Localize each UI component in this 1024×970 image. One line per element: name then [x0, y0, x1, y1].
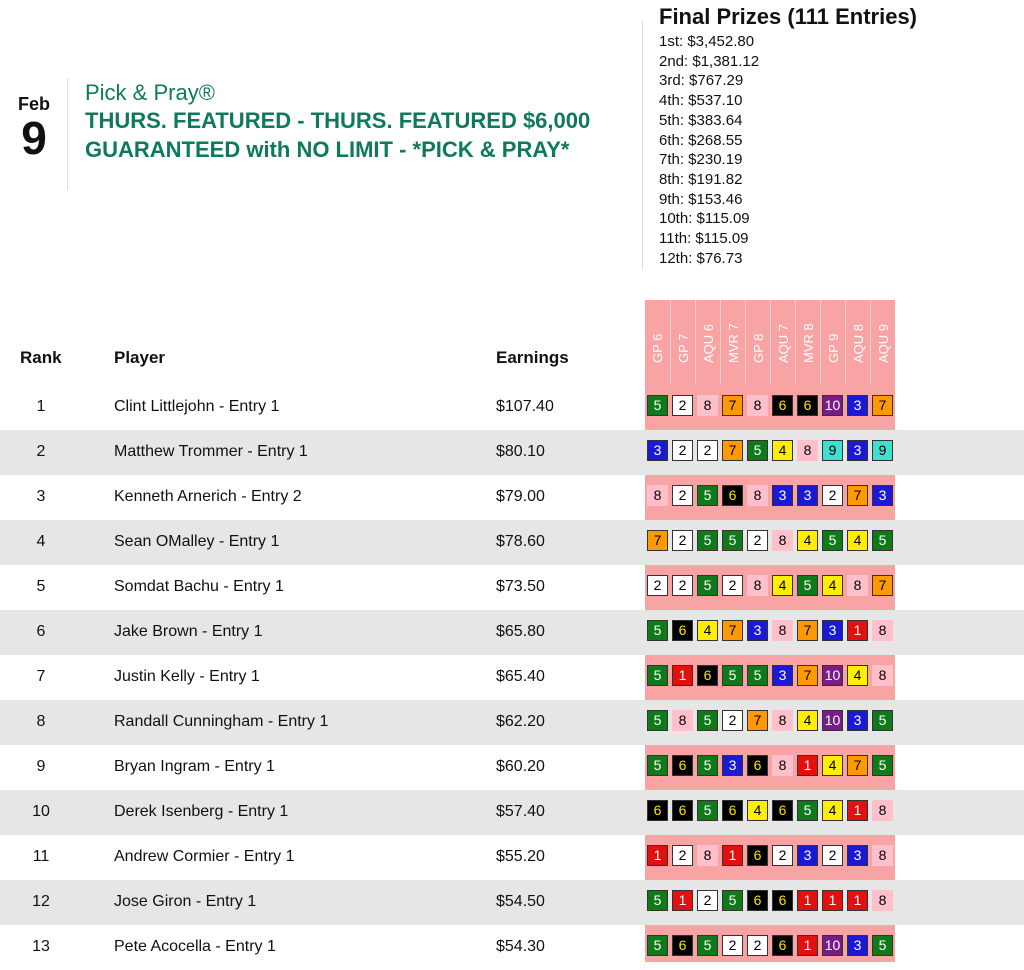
pick-badge: 2	[697, 890, 718, 911]
table-row[interactable]	[0, 880, 1024, 925]
player-name: Matthew Trommer - Entry 1	[114, 443, 308, 460]
pick-badge: 1	[797, 755, 818, 776]
pick-badge: 5	[697, 800, 718, 821]
divider	[642, 20, 643, 270]
pick-badge: 1	[847, 800, 868, 821]
pick-badge: 5	[822, 530, 843, 551]
player-name: Justin Kelly - Entry 1	[114, 668, 260, 685]
pick-badge: 5	[697, 710, 718, 731]
leaderboard-rows	[0, 385, 1024, 970]
pick-badge: 7	[747, 710, 768, 731]
pick-badge: 6	[747, 845, 768, 866]
pick-badge: 8	[772, 620, 793, 641]
pick-badge: 8	[872, 665, 893, 686]
race-header	[695, 300, 721, 384]
pick-badge: 9	[822, 440, 843, 461]
rank-cell: 10	[32, 803, 50, 820]
rank-cell: 1	[36, 398, 46, 415]
pick-badge: 5	[647, 755, 668, 776]
prizes-list	[659, 32, 917, 268]
table-row[interactable]	[0, 520, 1024, 565]
player-name: Pete Acocella - Entry 1	[114, 938, 276, 955]
table-row[interactable]	[0, 790, 1024, 835]
divider	[67, 78, 68, 190]
contest-info	[85, 80, 625, 164]
pick-badge: 5	[872, 710, 893, 731]
table-row[interactable]	[0, 610, 1024, 655]
race-header	[645, 300, 670, 384]
race-header	[870, 300, 896, 384]
pick-badge: 5	[722, 665, 743, 686]
pick-badge: 5	[697, 935, 718, 956]
pick-badge: 10	[822, 935, 843, 956]
player-name: Derek Isenberg - Entry 1	[114, 803, 289, 820]
pick-badge: 1	[847, 890, 868, 911]
prize-item: 12th: $76.73	[659, 249, 743, 267]
earnings-cell: $54.50	[496, 893, 545, 910]
prize-item: 8th: $191.82	[659, 170, 743, 188]
prizes-title: Final Prizes (111 Entries)	[659, 4, 918, 29]
player-name: Clint Littlejohn - Entry 1	[114, 398, 280, 415]
rank-cell: 3	[36, 488, 46, 505]
earnings-cell: $55.20	[496, 848, 545, 865]
pick-badge: 5	[647, 890, 668, 911]
race-header-label: GP 6	[649, 333, 665, 363]
pick-badge: 4	[847, 530, 868, 551]
pick-badge: 7	[847, 485, 868, 506]
pick-badge: 7	[722, 620, 743, 641]
pick-badge: 4	[747, 800, 768, 821]
pick-badge: 5	[797, 800, 818, 821]
pick-badge: 10	[822, 665, 843, 686]
pick-badge: 4	[697, 620, 718, 641]
pick-badge: 8	[772, 710, 793, 731]
earnings-cell: $62.20	[496, 713, 545, 730]
pick-badge: 2	[722, 575, 743, 596]
contest-date	[14, 94, 54, 162]
race-header-label: AQU 7	[775, 323, 791, 363]
contest-title: THURS. FEATURED - THURS. FEATURED $6,000 GUARANTEED with NO LIMIT - *PICK & PRAY*	[85, 108, 591, 162]
pick-badge: 2	[672, 485, 693, 506]
race-header-label: GP 9	[825, 333, 841, 363]
pick-badge: 9	[872, 440, 893, 461]
pick-badge: 2	[672, 575, 693, 596]
pick-badge: 8	[747, 395, 768, 416]
prize-item: 10th: $115.09	[659, 210, 750, 228]
pick-badge: 8	[872, 845, 893, 866]
pick-badge: 5	[747, 665, 768, 686]
pick-badge: 5	[872, 935, 893, 956]
pick-badge: 8	[747, 575, 768, 596]
pick-badge: 6	[672, 620, 693, 641]
race-header	[745, 300, 771, 384]
pick-badge: 5	[647, 620, 668, 641]
pick-badge: 3	[847, 395, 868, 416]
pick-badge: 5	[722, 890, 743, 911]
pick-badge: 7	[722, 395, 743, 416]
pick-badge: 8	[797, 440, 818, 461]
pick-badge: 4	[847, 665, 868, 686]
pick-badge: 6	[747, 755, 768, 776]
pick-badge: 5	[747, 440, 768, 461]
pick-badge: 3	[847, 440, 868, 461]
pick-badge: 8	[697, 395, 718, 416]
pick-badge: 1	[647, 845, 668, 866]
earnings-cell: $73.50	[496, 578, 545, 595]
pick-badge: 2	[697, 440, 718, 461]
player-name: Randall Cunningham - Entry 1	[114, 713, 329, 730]
table-row[interactable]	[0, 700, 1024, 745]
race-header	[670, 300, 696, 384]
earnings-cell: $54.30	[496, 938, 545, 955]
earnings-cell: $65.80	[496, 623, 545, 640]
earnings-cell: $78.60	[496, 533, 545, 550]
table-row[interactable]	[0, 655, 1024, 700]
pick-badge: 7	[797, 665, 818, 686]
race-header-label: GP 7	[675, 333, 691, 363]
pick-badge: 5	[797, 575, 818, 596]
pick-badge: 8	[772, 530, 793, 551]
final-prizes	[659, 4, 917, 268]
earnings-cell: $80.10	[496, 443, 545, 460]
pick-badge: 5	[697, 485, 718, 506]
pick-badge: 2	[722, 710, 743, 731]
pick-badge: 7	[797, 620, 818, 641]
earnings-cell: $79.00	[496, 488, 545, 505]
table-row[interactable]	[0, 745, 1024, 790]
race-header-label: MVR 8	[800, 323, 816, 363]
rank-header: Rank	[20, 348, 62, 367]
prize-item: 9th: $153.46	[659, 190, 743, 208]
pick-badge: 3	[847, 710, 868, 731]
pick-badge: 7	[872, 575, 893, 596]
pick-badge: 3	[772, 665, 793, 686]
prize-item: 3rd: $767.29	[659, 72, 744, 90]
pick-badge: 3	[722, 755, 743, 776]
pick-badge: 1	[822, 890, 843, 911]
pick-badge: 8	[872, 620, 893, 641]
earnings-cell: $60.20	[496, 758, 545, 775]
pick-badge: 8	[672, 710, 693, 731]
pick-badge: 6	[697, 665, 718, 686]
pick-badge: 8	[697, 845, 718, 866]
rank-cell: 7	[36, 668, 46, 685]
player-name: Jose Giron - Entry 1	[114, 893, 257, 910]
pick-badge: 6	[672, 935, 693, 956]
rank-cell: 8	[36, 713, 46, 730]
pick-badge: 2	[672, 530, 693, 551]
pick-badge: 4	[797, 530, 818, 551]
pick-badge: 6	[797, 395, 818, 416]
pick-badge: 4	[797, 710, 818, 731]
date-month: Feb	[17, 94, 50, 114]
pick-badge: 2	[747, 530, 768, 551]
pick-badge: 8	[747, 485, 768, 506]
pick-badge: 5	[722, 530, 743, 551]
prize-item: 2nd: $1,381.12	[659, 52, 760, 70]
pick-badge: 6	[747, 890, 768, 911]
pick-badge: 5	[872, 530, 893, 551]
pick-badge: 8	[772, 755, 793, 776]
player-name: Kenneth Arnerich - Entry 2	[114, 488, 302, 505]
pick-badge: 3	[822, 620, 843, 641]
pick-badge: 2	[822, 845, 843, 866]
rank-cell: 12	[32, 893, 50, 910]
table-row[interactable]	[0, 385, 1024, 430]
pick-badge: 7	[722, 440, 743, 461]
pick-badge: 6	[772, 800, 793, 821]
pick-badge: 4	[772, 440, 793, 461]
pick-badge: 3	[847, 845, 868, 866]
race-header-label: AQU 8	[850, 323, 866, 363]
contest-brand: Pick & Pray®	[85, 80, 215, 105]
pick-badge: 8	[647, 485, 668, 506]
earnings-header: Earnings	[496, 348, 569, 367]
pick-badge: 5	[647, 665, 668, 686]
rank-cell: 6	[36, 623, 46, 640]
pick-badge: 2	[722, 935, 743, 956]
player-name: Bryan Ingram - Entry 1	[114, 758, 275, 775]
pick-badge: 1	[672, 890, 693, 911]
pick-badge: 2	[647, 575, 668, 596]
pick-badge: 6	[722, 800, 743, 821]
pick-badge: 6	[772, 395, 793, 416]
pick-badge: 2	[672, 845, 693, 866]
pick-badge: 6	[672, 800, 693, 821]
pick-badge: 3	[797, 845, 818, 866]
earnings-cell: $57.40	[496, 803, 545, 820]
pick-badge: 5	[697, 530, 718, 551]
pick-badge: 5	[697, 575, 718, 596]
pick-badge: 6	[647, 800, 668, 821]
rank-cell: 11	[32, 848, 50, 865]
pick-badge: 8	[872, 800, 893, 821]
prize-item: 1st: $3,452.80	[659, 33, 755, 50]
pick-badge: 5	[647, 395, 668, 416]
pick-badge: 5	[872, 755, 893, 776]
pick-badge: 10	[822, 710, 843, 731]
pick-badge: 6	[672, 755, 693, 776]
pick-badge: 6	[722, 485, 743, 506]
date-day: 9	[21, 112, 47, 164]
pick-badge: 8	[847, 575, 868, 596]
race-header-label: MVR 7	[725, 323, 741, 363]
prize-item: 4th: $537.10	[659, 92, 743, 110]
earnings-cell: $107.40	[496, 398, 554, 415]
pick-badge: 7	[872, 395, 893, 416]
race-header	[720, 300, 746, 384]
rank-cell: 2	[36, 443, 46, 460]
pick-badge: 1	[797, 890, 818, 911]
pick-badge: 3	[747, 620, 768, 641]
table-row[interactable]	[0, 565, 1024, 610]
prize-item: 7th: $230.19	[659, 151, 743, 169]
pick-badge: 7	[847, 755, 868, 776]
pick-badge: 3	[772, 485, 793, 506]
pick-badge: 4	[772, 575, 793, 596]
player-name: Jake Brown - Entry 1	[114, 623, 263, 640]
pick-badge: 1	[672, 665, 693, 686]
pick-badge: 8	[872, 890, 893, 911]
pick-badge: 6	[772, 935, 793, 956]
pick-badge: 1	[722, 845, 743, 866]
race-header-label: AQU 6	[700, 323, 716, 363]
player-name: Sean OMalley - Entry 1	[114, 533, 280, 550]
rank-cell: 13	[32, 938, 50, 955]
pick-badge: 6	[772, 890, 793, 911]
pick-badge: 2	[672, 395, 693, 416]
table-row[interactable]	[0, 430, 1024, 475]
pick-badge: 3	[797, 485, 818, 506]
prize-item: 11th: $115.09	[659, 230, 749, 248]
pick-badge: 5	[647, 710, 668, 731]
pick-badge: 4	[822, 575, 843, 596]
pick-badge: 2	[672, 440, 693, 461]
rank-cell: 9	[36, 758, 46, 775]
player-name: Somdat Bachu - Entry 1	[114, 578, 284, 595]
pick-badge: 1	[847, 620, 868, 641]
race-header-label: AQU 9	[875, 323, 891, 363]
pick-badge: 2	[772, 845, 793, 866]
table-row[interactable]	[0, 925, 1024, 970]
race-header	[770, 300, 796, 384]
pick-badge: 3	[872, 485, 893, 506]
pick-badge: 3	[847, 935, 868, 956]
table-row[interactable]	[0, 475, 1024, 520]
earnings-cell: $65.40	[496, 668, 545, 685]
pick-badge: 4	[822, 755, 843, 776]
race-header	[845, 300, 871, 384]
rank-cell: 5	[36, 578, 46, 595]
race-headers	[645, 300, 895, 384]
pick-badge: 5	[647, 935, 668, 956]
pick-badge: 2	[747, 935, 768, 956]
race-header	[820, 300, 846, 384]
pick-badge: 1	[797, 935, 818, 956]
table-row[interactable]	[0, 835, 1024, 880]
pick-badge: 5	[697, 755, 718, 776]
rank-cell: 4	[36, 533, 46, 550]
prize-item: 6th: $268.55	[659, 131, 743, 149]
player-header: Player	[114, 348, 166, 367]
player-name: Andrew Cormier - Entry 1	[114, 848, 295, 865]
prize-item: 5th: $383.64	[659, 111, 743, 129]
race-header-label: GP 8	[750, 333, 766, 363]
pick-badge: 7	[647, 530, 668, 551]
pick-badge: 3	[647, 440, 668, 461]
pick-badge: 4	[822, 800, 843, 821]
pick-badge: 10	[822, 395, 843, 416]
pick-badge: 2	[822, 485, 843, 506]
race-header	[795, 300, 821, 384]
